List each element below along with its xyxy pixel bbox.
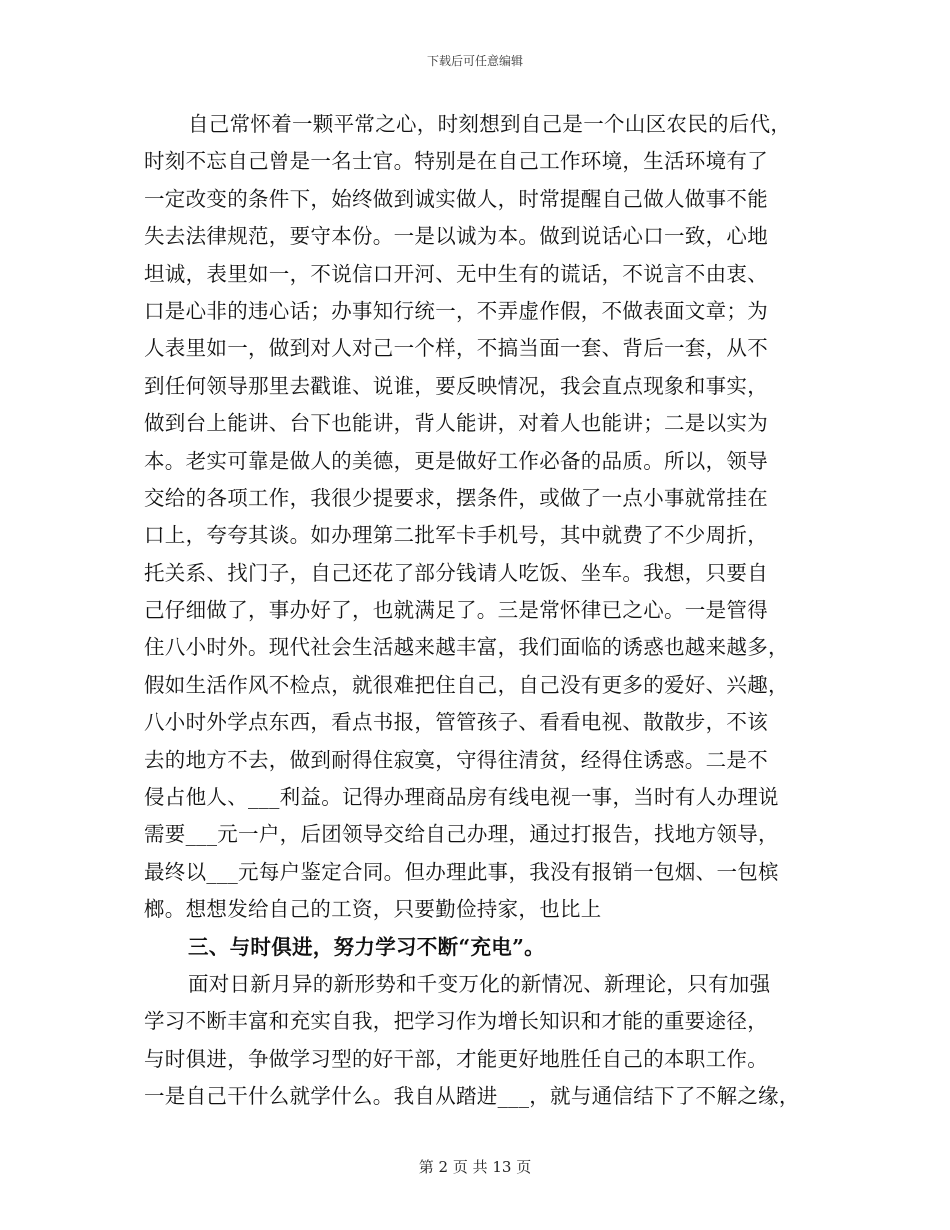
paragraph-line: 坦诚，表里如一，不说信口开河、无中生有的谎话，不说言不由衷、	[144, 261, 768, 286]
section-heading: 三、与时俱进，努力学习不断“充电”。	[188, 934, 545, 959]
paragraph-line: 失去法律规范，要守本份。一是以诚为本。做到说话心口一致，心地	[144, 224, 768, 249]
paragraph-line: 一是自己干什么就学什么。我自从踏进___，就与通信结下了不解之缘，	[144, 1084, 800, 1109]
paragraph-line: 托关系、找门子，自己还花了部分钱请人吃饭、坐车。我想，只要自	[144, 560, 768, 585]
paragraph-line: 口上，夸夸其谈。如办理第二批军卡手机号，其中就费了不少周折，	[144, 523, 768, 548]
paragraph-line: 到任何领导那里去戳谁、说谁，要反映情况，我会直点现象和事实，	[144, 373, 768, 398]
document-body	[144, 106, 812, 1116]
paragraph-line: 假如生活作风不检点，就很难把住自己，自己没有更多的爱好、兴趣，	[144, 672, 789, 697]
page-number: 第 2 页 共 13 页	[418, 1158, 532, 1176]
paragraph-line: 榔。想想发给自己的工资，只要勤俭持家，也比上	[144, 897, 602, 922]
paragraph-line: 与时俱进，争做学习型的好干部，才能更好地胜任自己的本职工作。	[144, 1046, 768, 1071]
paragraph-line: 人表里如一，做到对人对己一个样，不搞当面一套、背后一套，从不	[144, 336, 768, 361]
paragraph-line: 去的地方不去，做到耐得住寂寞，守得往清贫，经得住诱惑。二是不	[144, 747, 768, 772]
paragraph-line: 侵占他人、___利益。记得办理商品房有线电视一事，当时有人办理说	[144, 785, 779, 810]
paragraph-line: 最终以___元每户鉴定合同。但办理此事，我没有报销一包烟、一包槟	[144, 859, 779, 884]
page-header-note: 下载后可任意编辑	[426, 54, 523, 68]
paragraph-line: 需要___元一户，后团领导交给自己办理，通过打报告，找地方领导，	[144, 822, 779, 847]
paragraph-line: 口是心非的违心话；办事知行统一，不弄虚作假，不做表面文章；为	[144, 298, 768, 323]
paragraph-line: 八小时外学点东西，看点书报，管管孩子、看看电视、散散步，不该	[144, 710, 768, 735]
paragraph-line: 交给的各项工作，我很少提要求，摆条件，或做了一点小事就常挂在	[144, 485, 768, 510]
paragraph-line: 面对日新月异的新形势和千变万化的新情况、新理论，只有加强	[188, 971, 771, 996]
paragraph-line: 做到台上能讲、台下也能讲，背人能讲，对着人也能讲；二是以实为	[144, 411, 768, 436]
paragraph-line: 己仔细做了，事办好了，也就满足了。三是常怀律已之心。一是管得	[144, 598, 768, 623]
paragraph-line: 本。老实可靠是做人的美德，更是做好工作必备的品质。所以，领导	[144, 448, 768, 473]
paragraph-line: 学习不断丰富和充实自我，把学习作为增长知识和才能的重要途径，	[144, 1009, 768, 1034]
paragraph-line: 时刻不忘自己曾是一名士官。特别是在自己工作环境，生活环境有了	[144, 149, 768, 174]
paragraph-line: 一定改变的条件下，始终做到诚实做人，时常提醒自己做人做事不能	[144, 186, 768, 211]
paragraph-line: 自己常怀着一颗平常之心，时刻想到自己是一个山区农民的后代，	[188, 112, 792, 136]
paragraph-line: 住八小时外。现代社会生活越来越丰富，我们面临的诱惑也越来越多，	[144, 635, 789, 660]
